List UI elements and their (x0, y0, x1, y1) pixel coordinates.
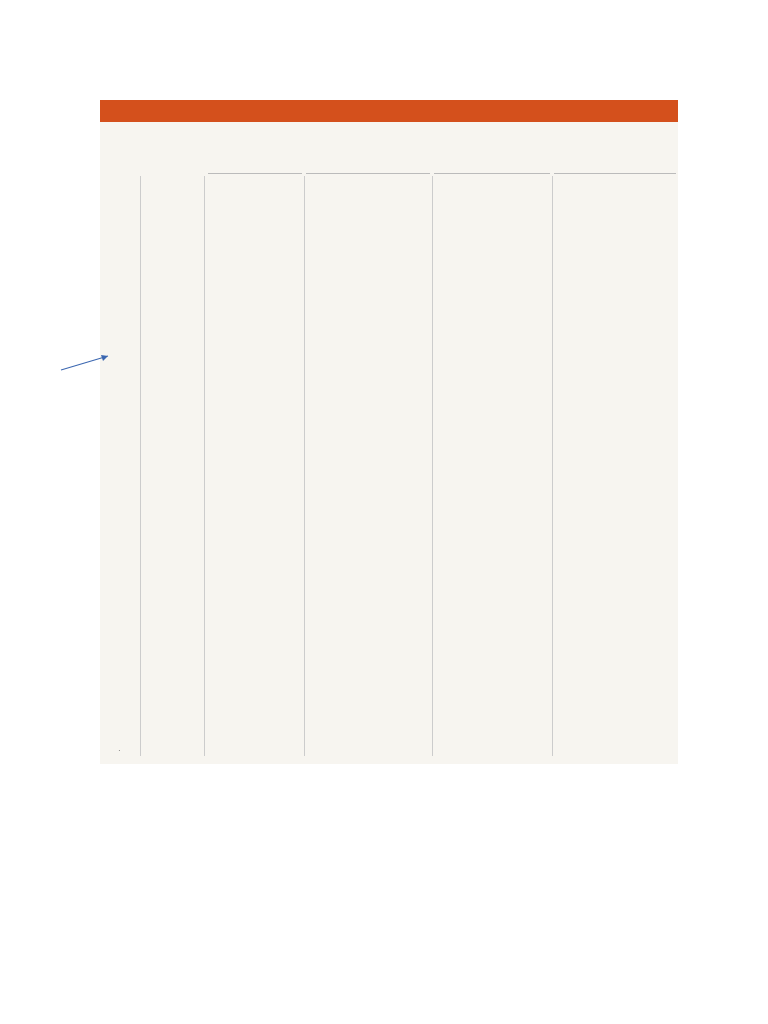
column-divider (552, 176, 553, 756)
arrow-right-icon (60, 350, 116, 374)
column-divider (304, 176, 305, 756)
stray-mark: · (118, 746, 121, 755)
group-rule (434, 173, 550, 174)
table-page (100, 100, 678, 764)
table-header-band (100, 100, 678, 122)
group-rule (306, 173, 430, 174)
group-rule (208, 173, 302, 174)
group-rule (554, 173, 676, 174)
column-divider (204, 176, 205, 756)
column-divider (432, 176, 433, 756)
column-divider (140, 176, 141, 756)
